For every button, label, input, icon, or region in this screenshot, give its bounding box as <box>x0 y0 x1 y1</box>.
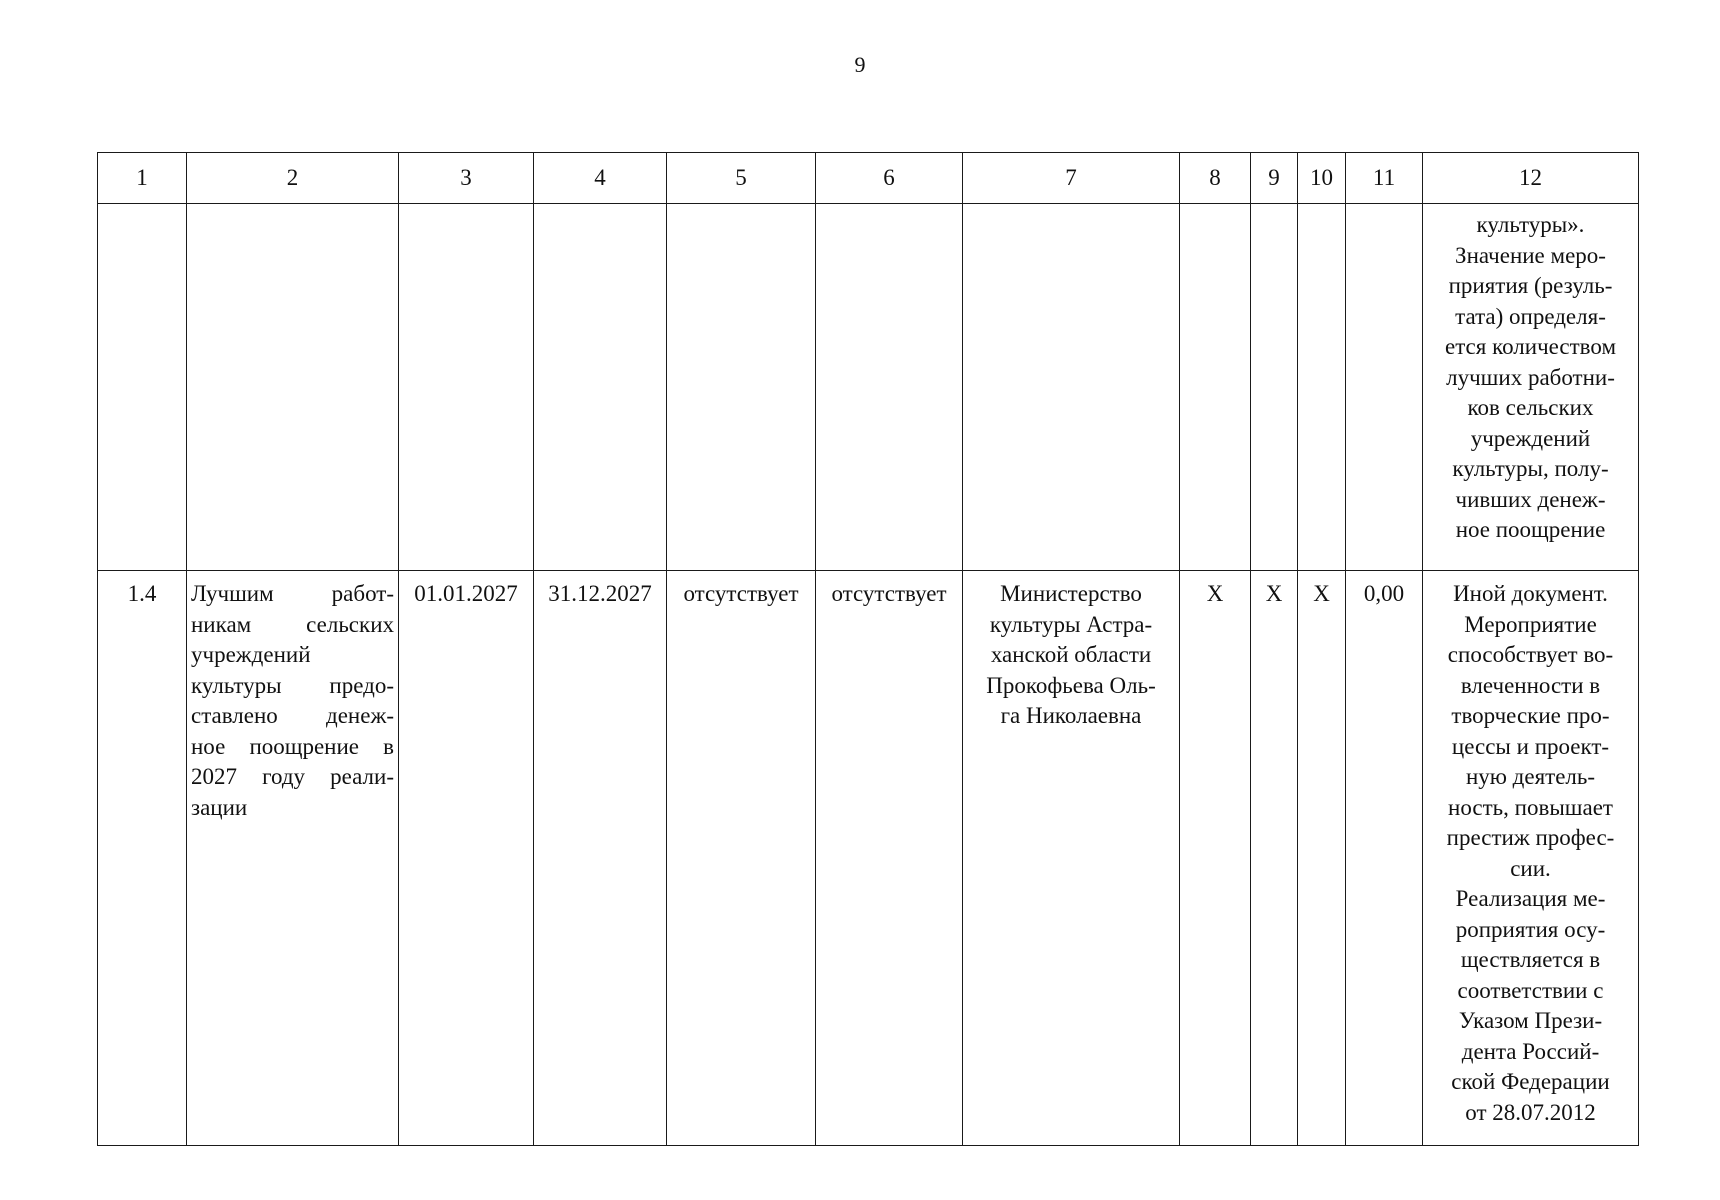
col5-cell: отсутствует <box>667 571 816 1146</box>
text-line: культуры». <box>1476 212 1585 237</box>
text-line: чивших денеж- <box>1455 486 1606 512</box>
text-line: Прокофьева Оль- <box>986 672 1156 698</box>
text-line: зации <box>191 794 248 820</box>
text-line: ществляется в <box>1460 947 1601 972</box>
header-cell: 9 <box>1251 153 1298 204</box>
measures-table <box>97 152 1639 1146</box>
text-line: культуры предо- <box>191 672 394 698</box>
table-cell <box>187 204 399 571</box>
text-line: ное поощрение <box>1455 517 1606 542</box>
col8-cell: X <box>1180 571 1251 1146</box>
text-line: 2027 году реали- <box>191 764 394 789</box>
text-line: ется количеством <box>1445 334 1616 359</box>
text-line: лучших работни- <box>1446 364 1615 390</box>
text-line: га Николаевна <box>1000 703 1142 728</box>
header-cell: 5 <box>667 153 816 204</box>
text-line: от 28.07.2012 <box>1465 1099 1596 1125</box>
table-cell <box>667 204 816 571</box>
text-line: дента Россий- <box>1461 1038 1600 1064</box>
text-line: приятия (резуль- <box>1448 273 1613 298</box>
table-cell <box>1298 204 1346 571</box>
description-cell <box>1423 571 1639 1146</box>
start-date-cell: 01.01.2027 <box>399 571 534 1146</box>
col9-cell: X <box>1251 571 1298 1146</box>
header-cell: 3 <box>399 153 534 204</box>
text-line: ханской области <box>990 642 1152 667</box>
text-line: Значение меро- <box>1455 242 1606 268</box>
text-line: Мероприятие <box>1464 611 1597 637</box>
table-row-continuation <box>98 204 1639 571</box>
col6-cell: отсутствует <box>816 571 963 1146</box>
header-cell: 7 <box>963 153 1180 204</box>
table-cell <box>399 204 534 571</box>
header-cell: 2 <box>187 153 399 204</box>
text-line: творческие про- <box>1451 703 1610 728</box>
header-cell: 10 <box>1298 153 1346 204</box>
table-cell <box>1180 204 1251 571</box>
text-line: влеченности в <box>1460 672 1601 698</box>
table-cell <box>963 204 1180 571</box>
text-line: Министерство <box>1000 581 1142 606</box>
page-number: 9 <box>854 52 866 77</box>
text-line: Указом Прези- <box>1458 1008 1603 1033</box>
text-line: престиж профес- <box>1446 825 1615 850</box>
text-line: Реализация ме- <box>1455 886 1606 911</box>
table-cell <box>816 204 963 571</box>
text-line: цессы и проект- <box>1451 733 1610 759</box>
table-cell <box>534 204 667 571</box>
table-cell <box>1251 204 1298 571</box>
text-line: Иной документ. <box>1453 581 1608 606</box>
end-date-cell: 31.12.2027 <box>534 571 667 1146</box>
header-cell: 1 <box>98 153 187 204</box>
text-line: способствует во- <box>1447 642 1614 667</box>
text-line: культуры, полу- <box>1452 456 1609 481</box>
header-cell: 4 <box>534 153 667 204</box>
header-cell: 12 <box>1423 153 1639 204</box>
header-cell: 6 <box>816 153 963 204</box>
col10-cell: X <box>1298 571 1346 1146</box>
text-line: соответствии с <box>1457 977 1604 1003</box>
header-row <box>98 153 1639 204</box>
text-line: ное поощрение в <box>191 733 394 759</box>
text-line: сии. <box>1510 855 1551 881</box>
text-line: ской Федерации <box>1451 1069 1610 1094</box>
text-line: ставлено денеж- <box>191 703 394 728</box>
text-line: никам сельских <box>191 611 394 637</box>
text-line: ков сельских <box>1467 395 1594 420</box>
text-line: культуры Астра- <box>989 611 1153 637</box>
text-line: ность, повышает <box>1448 794 1613 820</box>
text-line: роприятия осу- <box>1455 916 1606 942</box>
table-row-1-4 <box>98 571 1639 1146</box>
responsible-cell <box>963 571 1180 1146</box>
header-cell: 11 <box>1346 153 1423 204</box>
text-line: учреждений <box>1470 425 1591 451</box>
measure-name-cell <box>187 571 399 1146</box>
text-line: учреждений <box>191 642 311 667</box>
col11-cell: 0,00 <box>1346 571 1423 1146</box>
row-number-cell: 1.4 <box>98 571 187 1146</box>
header-cell: 8 <box>1180 153 1251 204</box>
text-line: тата) определя- <box>1455 303 1606 329</box>
text-line: ную деятель- <box>1465 764 1596 789</box>
continuation-description-cell <box>1423 204 1639 571</box>
table-cell <box>1346 204 1423 571</box>
table-cell <box>98 204 187 571</box>
text-line: Лучшим работ- <box>191 581 394 606</box>
